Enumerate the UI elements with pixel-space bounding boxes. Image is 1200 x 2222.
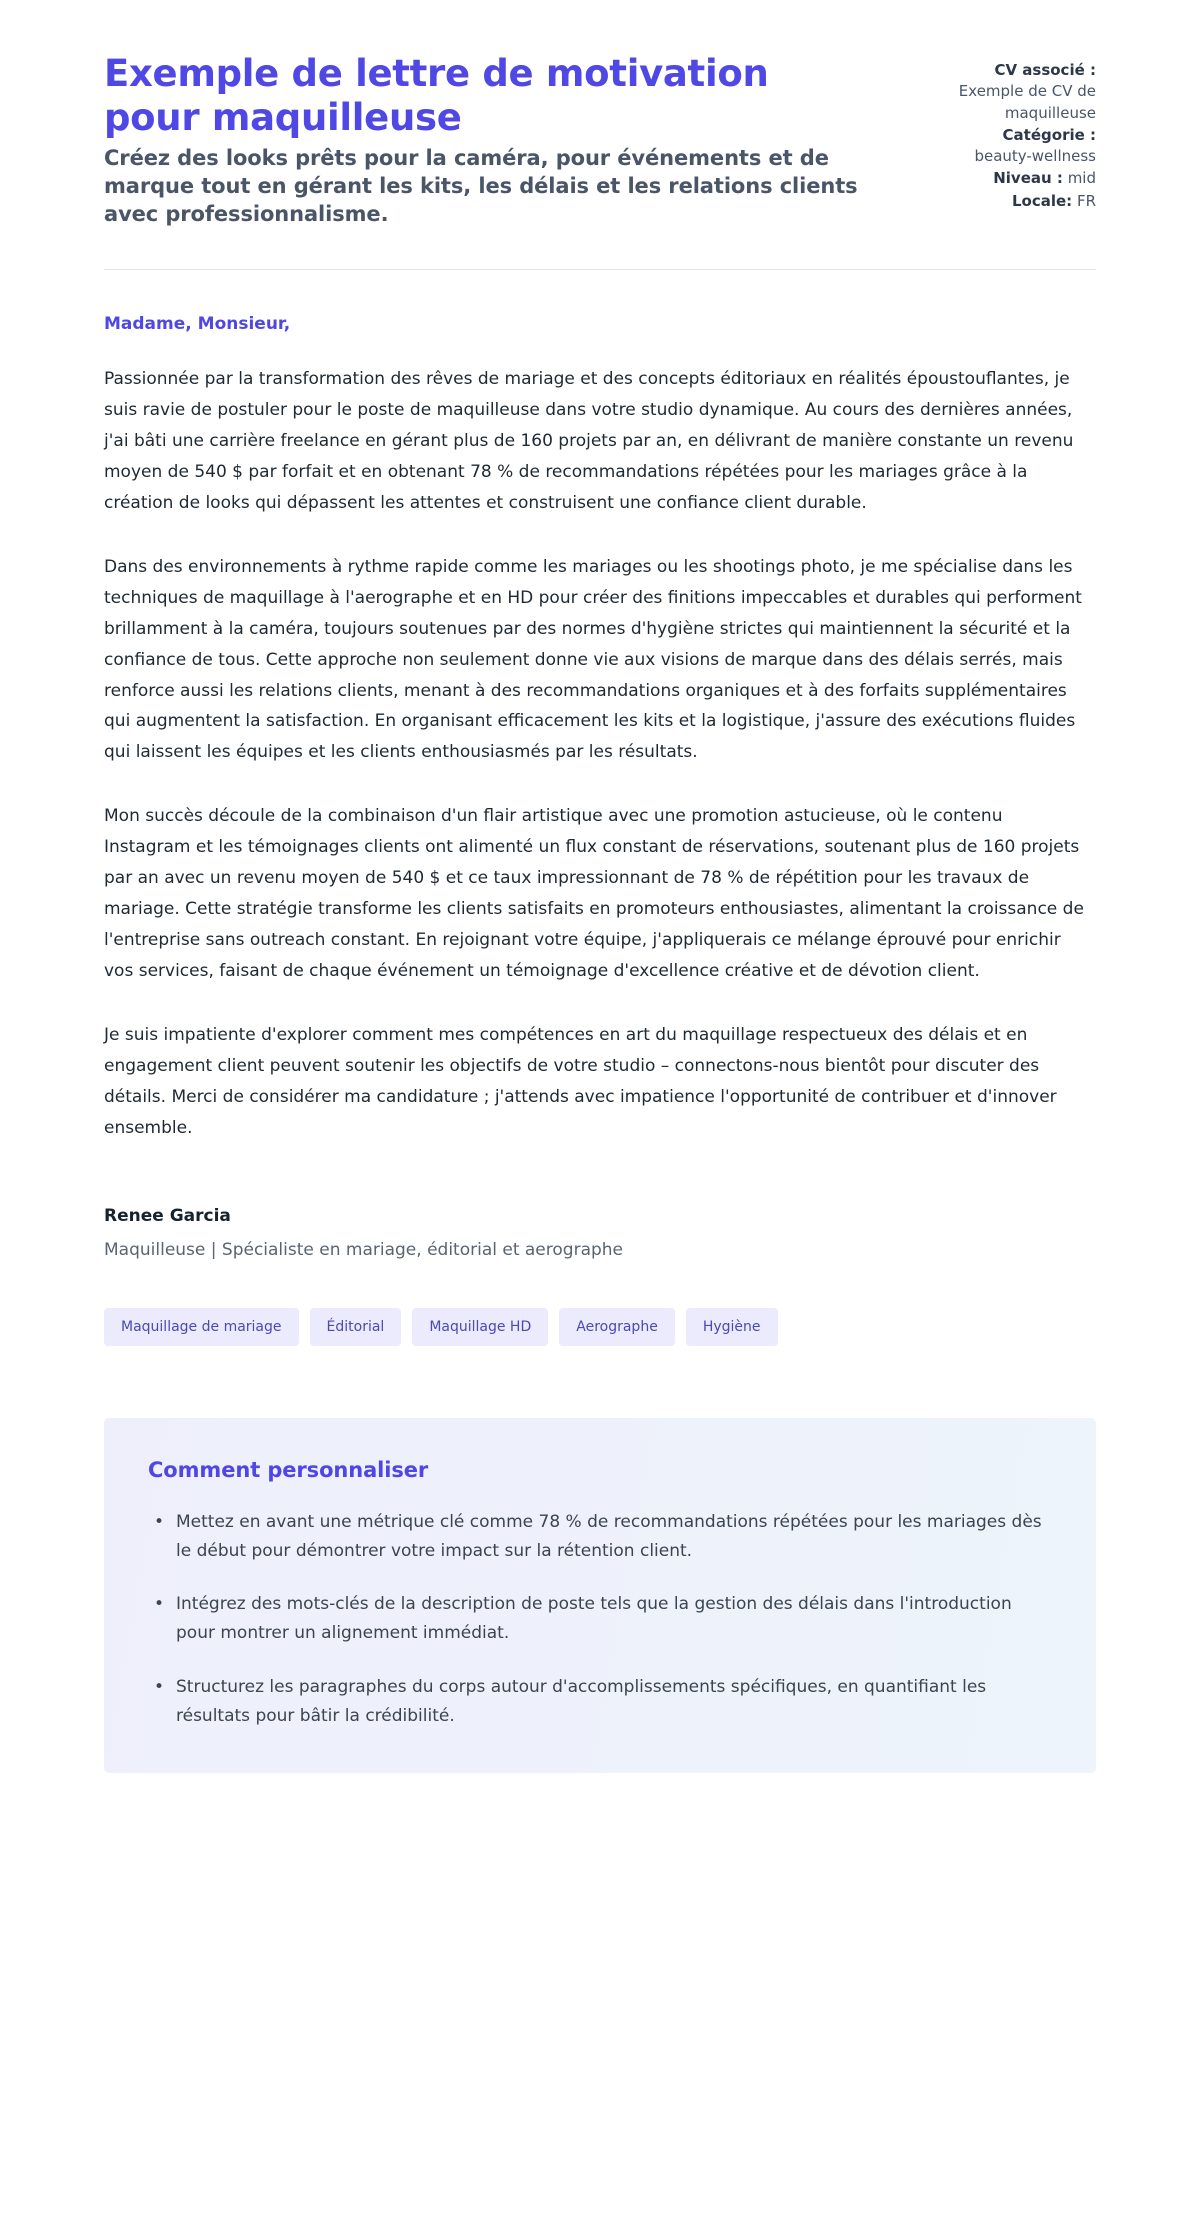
meta-level-label: Niveau : <box>993 169 1063 188</box>
letter-paragraph: Mon succès découle de la combinaison d'un flair artistique avec une promotion astucieuse, où le contenu Instagram et les témoignages clients ont alimenté un flux constant de réservations, soutenant plus de 160 projets par an avec un revenu moyen de 540 $ et ce taux impressionnant de 78 % de répétition pour les travaux de mariage. Cette stratégie transforme les clients satisfaits en promoteurs enthousiastes, alimentant la croissance de l'entreprise sans outreach constant. En rejoignant votre équipe, j'appliquerais ce mélange éprouvé pour enrichir vos services, faisant de chaque événement un témoignage d'excellence créative et de dévotion client. <box>104 806 1084 982</box>
meta-category <box>916 125 1096 168</box>
meta-locale-value: FR <box>1076 191 1096 210</box>
callout-tip-item <box>148 1590 1052 1648</box>
callout-tip-item <box>148 1508 1052 1566</box>
signature-block <box>104 1206 1096 1260</box>
letter-salutation: Madame, Monsieur, <box>104 314 291 335</box>
meta-level <box>916 168 1096 189</box>
skill-tag-list <box>104 1308 1096 1346</box>
meta-associated-cv-value: Exemple de CV de maquilleuse <box>958 82 1096 122</box>
letter-paragraph: Je suis impatiente d'explorer comment mes compétences en art du maquillage respectueux des délais et en engagement client peuvent soutenir les objectifs de votre studio – connectons-nous bientôt pour discuter des détails. Merci de considérer ma candidature ; j'attends avec impatience l'opportunité de contribuer et d'innover ensemble. <box>104 1024 1057 1138</box>
signature-name: Renee Garcia <box>104 1205 231 1226</box>
letter-paragraph: Passionnée par la transformation des rêves de mariage et des concepts éditoriaux en réalités époustouflantes, je suis ravie de postuler pour le poste de maquilleuse dans votre studio dynamique. Au cours des dernières années, j'ai bâti une carrière freelance en gérant plus de 160 projets par an, en délivrant de manière constante un revenu moyen de 540 $ par forfait et en obtenant 78 % de recommandations répétées pour les mariages grâce à la création de looks qui dépassent les attentes et construisent une confiance client durable. <box>104 369 1074 513</box>
callout-tip-text: Mettez en avant une métrique clé comme 78 % de recommandations répétées pour les mariages dès le début pour démontrer votre impact sur la rétention client. <box>176 1511 1042 1561</box>
meta-locale-label: Locale: <box>1011 191 1073 210</box>
bullet-icon: • <box>154 1594 165 1615</box>
meta-associated-cv <box>916 60 1096 124</box>
callout-tip-item <box>148 1673 1052 1731</box>
customization-callout <box>104 1418 1096 1773</box>
skill-tag[interactable]: Aerographe <box>559 1308 675 1346</box>
letter-body <box>104 270 1096 1773</box>
header-text-block <box>104 52 876 229</box>
letter-paragraph: Dans des environnements à rythme rapide comme les mariages ou les shootings photo, je me spécialise dans les techniques de maquillage à l'aerographe et en HD pour créer des finitions impeccables et durables qui performent brillamment à la caméra, toujours soutenues par des normes d'hygiène strictes qui maintiennent la sécurité et la confiance de tous. Cette approche non seulement donne vie aux visions de marque dans des délais serrés, mais renforce aussi les relations clients, menant à des recommandations organiques et à des forfaits supplémentaires qui augmentent la satisfaction. En organisant efficacement les kits et la logistique, j'assure des exécutions fluides qui laissent les équipes et les clients enthousiasmés par les résultats. <box>104 556 1082 763</box>
callout-tip-text: Intégrez des mots-clés de la description de poste tels que la gestion des délais dans l'introduction pour montrer un alignement immédiat. <box>176 1594 1012 1644</box>
page-header <box>104 52 1096 229</box>
callout-title: Comment personnaliser <box>148 1457 429 1482</box>
document-metadata <box>916 52 1096 213</box>
skill-tag[interactable]: Maquillage HD <box>412 1308 548 1346</box>
skill-tag[interactable]: Maquillage de mariage <box>104 1308 299 1346</box>
signature-role: Maquilleuse | Spécialiste en mariage, éditorial et aerographe <box>104 1239 624 1260</box>
bullet-icon: • <box>154 1511 165 1532</box>
meta-level-value: mid <box>1067 169 1096 188</box>
meta-category-value: beauty-wellness <box>974 147 1096 166</box>
meta-locale <box>916 191 1096 212</box>
skill-tag[interactable]: Éditorial <box>310 1308 402 1346</box>
bullet-icon: • <box>154 1676 165 1697</box>
meta-category-label: Catégorie : <box>1002 125 1096 144</box>
skill-tag[interactable]: Hygiène <box>686 1308 778 1346</box>
page-title: Exemple de lettre de motivation pour maquilleuse <box>104 52 769 139</box>
meta-associated-cv-label: CV associé : <box>994 61 1096 79</box>
callout-tip-text: Structurez les paragraphes du corps autour d'accomplissements spécifiques, en quantifiant les résultats pour bâtir la crédibilité. <box>176 1676 987 1726</box>
callout-tip-list <box>148 1508 1052 1731</box>
page-subtitle: Créez des looks prêts pour la caméra, pour événements et de marque tout en gérant les kits, les délais et les relations clients avec professionnalisme. <box>104 146 858 227</box>
